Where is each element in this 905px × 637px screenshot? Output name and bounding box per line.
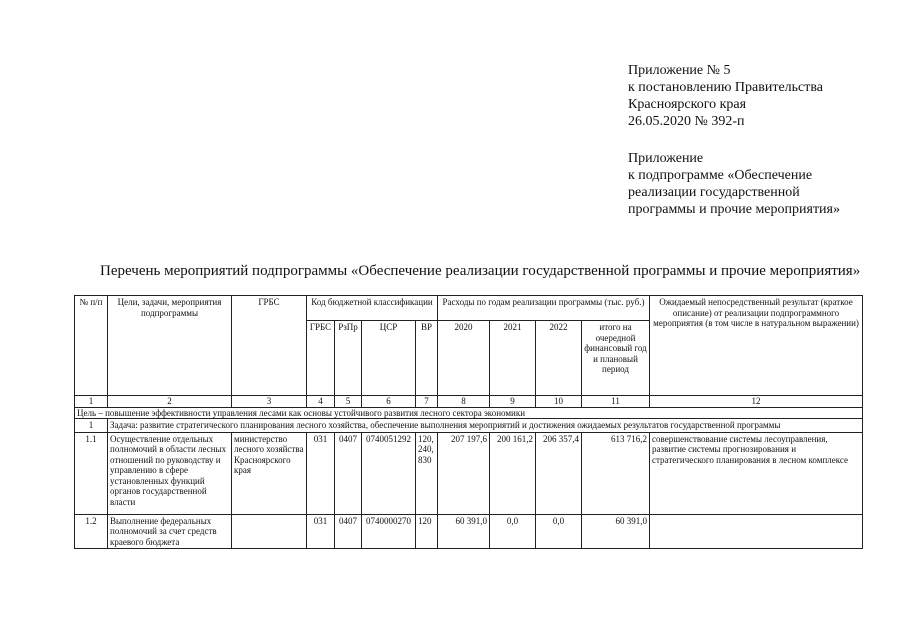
appendix-line-2: к подпрограмме «Обеспечение: [628, 168, 813, 183]
appendix-line-3: реализации государственной: [628, 185, 800, 200]
goal-text: Цель – повышение эффективности управления лесами как основы устойчивого развития лесного сектора экономики: [75, 407, 863, 419]
row-2021: 200 161,2: [490, 432, 536, 514]
row-csr: 0740000270: [362, 514, 416, 549]
row-vr: 120, 240, 830: [416, 432, 438, 514]
column-number: 9: [490, 396, 536, 408]
document-title: Перечень мероприятий подпрограммы «Обеспечение реализации государственной программы и прочие мероприятия»: [100, 263, 861, 279]
task-row: [75, 419, 863, 433]
column-number: 8: [438, 396, 490, 408]
approval-line-4: 26.05.2020 № 392-п: [628, 114, 745, 129]
header-num: № п/п: [75, 296, 108, 396]
appendix-block: [628, 150, 840, 218]
approval-line-2: к постановлению Правительства: [628, 80, 824, 95]
row-measure-name: Осуществление отдельных полномочий в области лесных отношений по руководству и управлению в сфере установленных функций органов государственной власти: [108, 432, 232, 514]
header-result: Ожидаемый непосредственный результат (краткое описание) от реализации подпрограммного мероприятия (в том числе в натуральном выражении): [650, 296, 863, 396]
row-measure-name: Выполнение федеральных полномочий за счет средств краевого бюджета: [108, 514, 232, 549]
row-grbs-name: [232, 514, 307, 549]
column-number: 12: [650, 396, 863, 408]
column-number-row: [75, 396, 863, 408]
approval-line-3: Красноярского края: [628, 97, 747, 112]
row-grbs-code: 031: [307, 432, 335, 514]
header-goals: Цели, задачи, мероприятия подпрограммы: [108, 296, 232, 396]
appendix-line-4: программы и прочие мероприятия»: [628, 202, 840, 217]
table-row: [75, 432, 863, 514]
row-total: 613 716,2: [582, 432, 650, 514]
row-result: [650, 514, 863, 549]
row-2020: 60 391,0: [438, 514, 490, 549]
measures-table-wrapper: [74, 295, 862, 549]
row-2022: 206 357,4: [536, 432, 582, 514]
header-sub-rzpr: РзПр: [335, 321, 362, 396]
header-budget-code: Код бюджетной классификации: [307, 296, 438, 321]
header-total: итого на очередной финансовый год и плановый период: [582, 321, 650, 396]
measures-table: [74, 295, 863, 549]
row-csr: 0740051292: [362, 432, 416, 514]
row-2021: 0,0: [490, 514, 536, 549]
row-rzpr: 0407: [335, 514, 362, 549]
row-result: совершенствование системы лесоуправления, развитие системы прогнозирования и стратегического планирования в лесном комплексе: [650, 432, 863, 514]
row-2022: 0,0: [536, 514, 582, 549]
header-year-2020: 2020: [438, 321, 490, 396]
task-text: Задача: развитие стратегического планирования лесного хозяйства, обеспечение выполнения мероприятий и достижения ожидаемых результатов государственной программы: [108, 419, 863, 433]
row-grbs-name: министерство лесного хозяйства Красноярского края: [232, 432, 307, 514]
header-year-2021: 2021: [490, 321, 536, 396]
column-number: 7: [416, 396, 438, 408]
row-num: 1.1: [75, 432, 108, 514]
row-rzpr: 0407: [335, 432, 362, 514]
header-year-2022: 2022: [536, 321, 582, 396]
approval-block: [628, 62, 823, 130]
header-grbs: ГРБС: [232, 296, 307, 396]
column-number: 3: [232, 396, 307, 408]
column-number: 1: [75, 396, 108, 408]
row-num: 1.2: [75, 514, 108, 549]
task-num: 1: [75, 419, 108, 433]
header-row-1: [75, 296, 863, 321]
approval-line-1: Приложение № 5: [628, 63, 731, 78]
column-number: 4: [307, 396, 335, 408]
column-number: 11: [582, 396, 650, 408]
goal-row: [75, 407, 863, 419]
column-number: 5: [335, 396, 362, 408]
header-sub-vr: ВР: [416, 321, 438, 396]
row-vr: 120: [416, 514, 438, 549]
table-row: [75, 514, 863, 549]
column-number: 6: [362, 396, 416, 408]
row-grbs-code: 031: [307, 514, 335, 549]
row-2020: 207 197,6: [438, 432, 490, 514]
row-total: 60 391,0: [582, 514, 650, 549]
column-number: 10: [536, 396, 582, 408]
appendix-line-1: Приложение: [628, 151, 704, 166]
header-sub-grbs: ГРБС: [307, 321, 335, 396]
header-sub-csr: ЦСР: [362, 321, 416, 396]
header-expenses: Расходы по годам реализации программы (тыс. руб.): [438, 296, 650, 321]
column-number: 2: [108, 396, 232, 408]
